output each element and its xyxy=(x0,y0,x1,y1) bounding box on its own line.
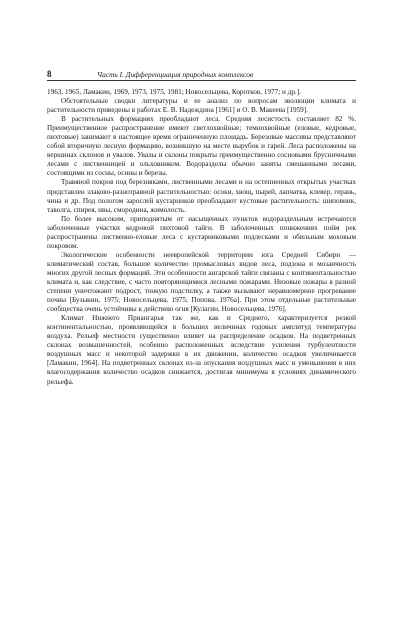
paragraph-continuation: 1963, 1965, Ламакин, 1969, 1973, 1975, 1981; Новосельцева, Коротков, 1977; и др.]. xyxy=(47,88,301,96)
paragraph-grass-cover: Травяной покров под березняками, лиственными лесами и на остепненных открытых участках представлен злаково-разнотравной растительностью: осоки, хвощ, пырей, лапчатка, клевер, герань, чина и др. Под пологом зарослей кустарников преобладают кустовые растительность: шиповник, таволга, спирея, ивы, смородина, жимолость. xyxy=(47,178,356,214)
paragraph-swamps: По более высоким, приподнятым от насыщенных пунктов водораздельным встречаются заболоченные участки кедровой пихтовой тайги. В заболоченных понижениях пойм рек распространены лиственно-еловые леса с кустарниковыми подлесками и обильным моховым покровом. xyxy=(47,214,356,250)
paragraph-literature: Обстоятельные сводки литературы и ее анализ по вопросам эволюции климата и растительности приведены в работах Е. В. Надеждина [1961] и О. В. Макеева [1959]. xyxy=(47,97,356,115)
text-body xyxy=(47,88,356,387)
page-number: 8 xyxy=(47,69,52,79)
paragraph-climate: Климат Нижнего Приангарья так же, как и Среднего, характеризуется резкой континентальностью, проявляющейся в больших величинах годовых амплитуд температуры воздуха. Рельеф местности существенно влияет на распределение осадков. На подветренных склонах возвышенностей, особенно расположенных вследствие усиления турбулентности воздушных масс и некоторой задержки в их движении, количество осадков увеличивается [Ламакин, 1964]. На подветренных склонах из-за опускания воздушных масс и уменьшения в них влагосодержания количество осадков снижается, достигая минимума в условиях динамического рельефа. xyxy=(47,314,356,386)
paragraph-ecology: Экологические особенности неевропейской территории юга Средней Сибири — климатический состав, большое количество промысловых видов леса, подзона и мозаичность многих другой лесных формаций. Эти особенности ангарской тайги связаны с континентальностью климата и, как следствие, с часто повторяющимися лесными пожарами. Низовые пожары в разной степени уничтожают подрост, тонкую подстилку, а также вызывают неравномерное прогревание почвы [Бузыкин, 1975; Новосельцева, 1975; Попова, 1976а]. При этом отдельные растительные сообщества очень устойчивы к действию огня [Кулагин, Новосельцева, 1976]. xyxy=(47,250,356,314)
paragraph-forests: В растительных формациях преобладают леса. Средняя лесистость составляет 82 %. Преимущественное распространение имеют светлохвойные; темнохвойные (еловые, кедровые, пихтовые) занимают в настоящее время ограниченную площадь. Березовые массивы представляют собой вторичную лесную формацию, возникшую на месте вырубок и гарей. Леса расположены на вершинах склонов и увалов. Увалы и склоны покрыты преимущественно сосновыми брусничными лесами с лиственницей и ольховником. Водоразделы обычно заняты смешанными лесами, состоящими из сосны, осины и березы. xyxy=(47,115,356,178)
running-title: Часть I. Дифференциация природных комплексов xyxy=(97,70,254,79)
running-header xyxy=(47,70,356,81)
